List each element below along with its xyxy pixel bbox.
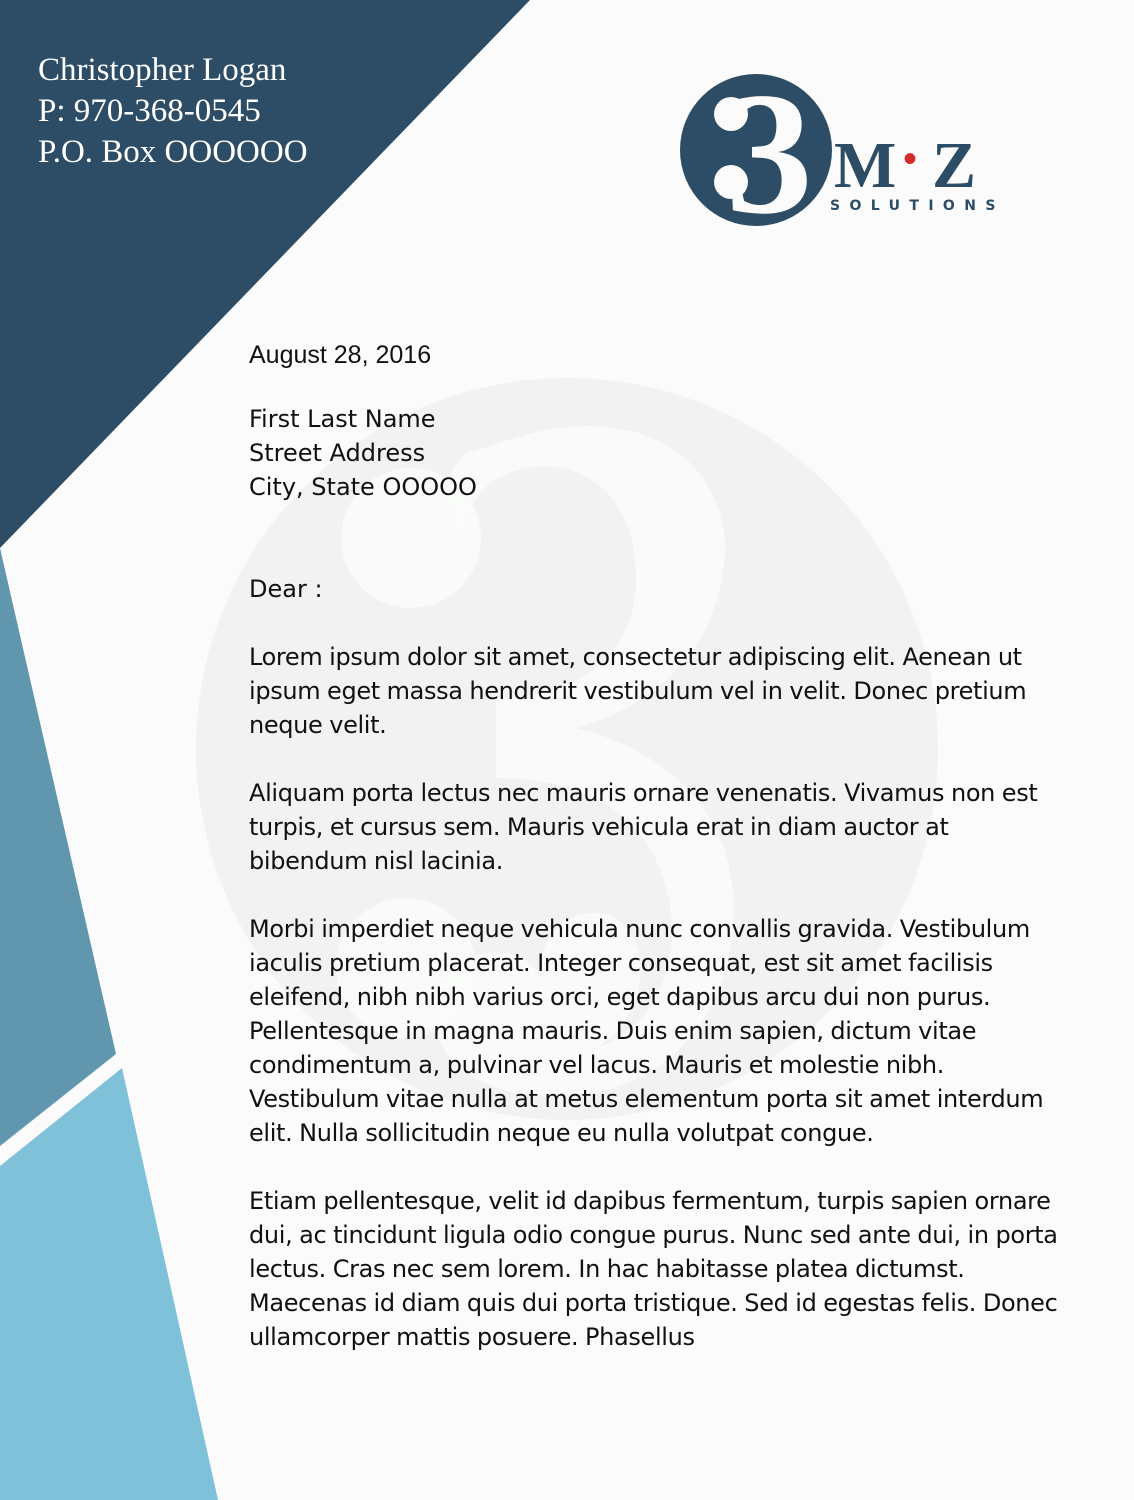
company-logo <box>676 70 1056 230</box>
body-paragraph: Lorem ipsum dolor sit amet, consectetur adipiscing elit. Aenean ut ipsum eget massa hendrerit vestibulum vel in velit. Donec pretium neque velit. <box>249 643 1027 739</box>
salutation: Dear : <box>249 575 323 603</box>
sender-name: Christopher Logan <box>38 52 287 88</box>
logo-wordmark-dot: • <box>903 137 918 181</box>
sender-info <box>38 50 308 173</box>
body-paragraph: Morbi imperdiet neque vehicula nunc convallis gravida. Vestibulum iaculis pretium placerat. Integer consequat, est sit amet facilisis eleifend, nibh nibh varius orci, eget dapibus arcu dui non purus. Pellentesque in magna mauris. Duis enim sapien, dictum vitae condimentum a, pulvinar vel lacus. Mauris et molestie nibh. Vestibulum vitae nulla at metus elementum porta sit amet interdum elit. Nulla sollicitudin neque eu nulla volutpat congue. <box>249 915 1044 1147</box>
logo-mark: 3 <box>725 70 813 230</box>
logo-wordmark-right: Z <box>932 129 977 202</box>
steel-blue-panel <box>0 548 116 1146</box>
sky-blue-panel <box>0 1068 218 1500</box>
logo-tagline: SOLUTIONS <box>830 198 1005 214</box>
body-paragraph: Etiam pellentesque, velit id dapibus fermentum, turpis sapien ornare dui, ac tincidunt ligula odio congue purus. Nunc sed ante dui, in porta lectus. Cras nec sem lorem. In hac habitasse platea dictumst. Maecenas id diam quis dui porta tristique. Sed id egestas felis. Donec ullamcorper mattis posuere. Phasellus <box>249 1187 1058 1351</box>
recipient-name: First Last Name <box>249 405 436 433</box>
letter-date: August 28, 2016 <box>249 341 432 369</box>
sender-po-box: P.O. Box OOOOOO <box>38 134 308 170</box>
recipient-address <box>249 402 1069 504</box>
logo-wordmark-left: M <box>834 129 897 202</box>
letter-body <box>249 338 1069 1354</box>
recipient-street: Street Address <box>249 439 426 467</box>
body-paragraph: Aliquam porta lectus nec mauris ornare venenatis. Vivamus non est turpis, et cursus sem. Mauris vehicula erat in diam auctor at bibendum nisl lacinia. <box>249 779 1038 875</box>
sender-phone: P: 970-368-0545 <box>38 93 261 129</box>
recipient-city-state: City, State OOOOO <box>249 473 477 501</box>
